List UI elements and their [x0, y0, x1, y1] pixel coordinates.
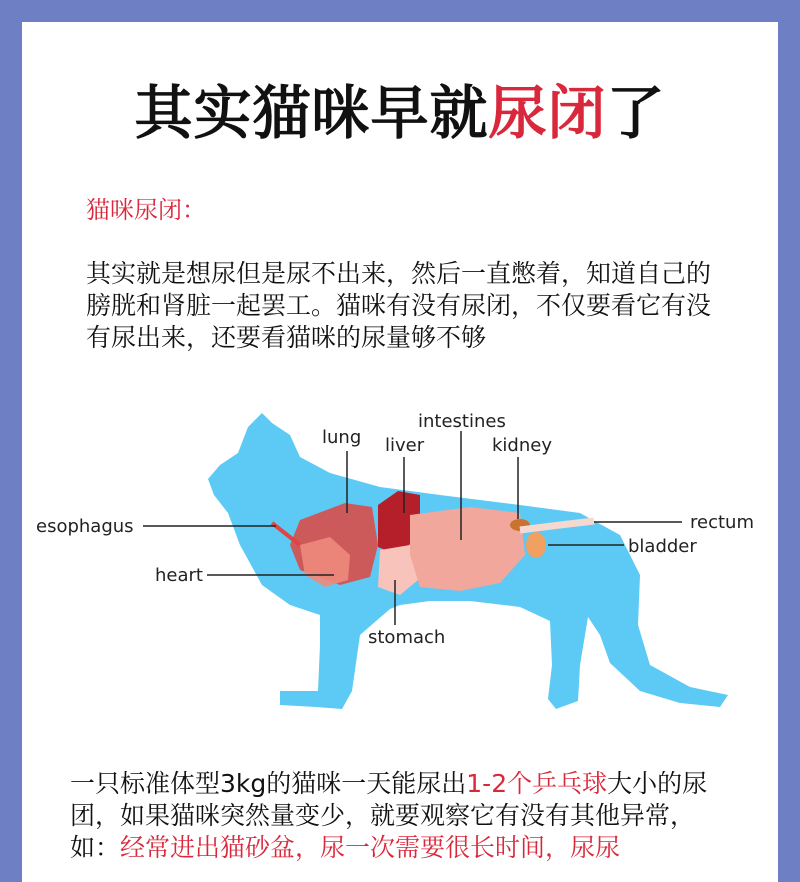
cat-anatomy-diagram — [0, 395, 800, 735]
title-main: 其实猫咪早就 — [134, 79, 489, 147]
title-highlight: 尿闭 — [488, 79, 607, 147]
section-subheading: 猫咪尿闭： — [86, 196, 206, 224]
bottom-text-1: 一只标准体型3kg的猫咪一天能尿出 — [70, 769, 467, 798]
heart-label: heart — [155, 565, 203, 586]
rectum-label: rectum — [690, 512, 754, 533]
intestines-label: intestines — [418, 411, 506, 432]
lung-label: lung — [322, 427, 362, 448]
bottom-highlight-1: 1-2个乒乓球 — [466, 769, 608, 798]
liver-label: liver — [385, 435, 425, 456]
stomach-label: stomach — [368, 627, 446, 648]
bottom-highlight-2: 经常进出猫砂盆，尿一次需要很长时间，尿尿 — [120, 833, 621, 862]
bottom-text-2: 大小的尿团，如果猫咪突然量变少，就要观察它有没有其他异常，如： — [70, 769, 708, 862]
kidney-label: kidney — [492, 435, 552, 456]
esophagus-label: esophagus — [36, 516, 134, 537]
intro-paragraph: 其实就是想尿但是尿不出来，然后一直憋着，知道自己的膀胱和肾脏一起罢工。猫咪有没有尿闭，不仅要看它有没有尿出来，还要看猫咪的尿量够不够 — [86, 259, 712, 352]
title-tail: 了 — [606, 79, 666, 147]
page-title — [0, 78, 800, 148]
bladder-label: bladder — [628, 536, 697, 557]
bottom-paragraph — [70, 768, 730, 864]
bladder-organ — [526, 532, 546, 558]
